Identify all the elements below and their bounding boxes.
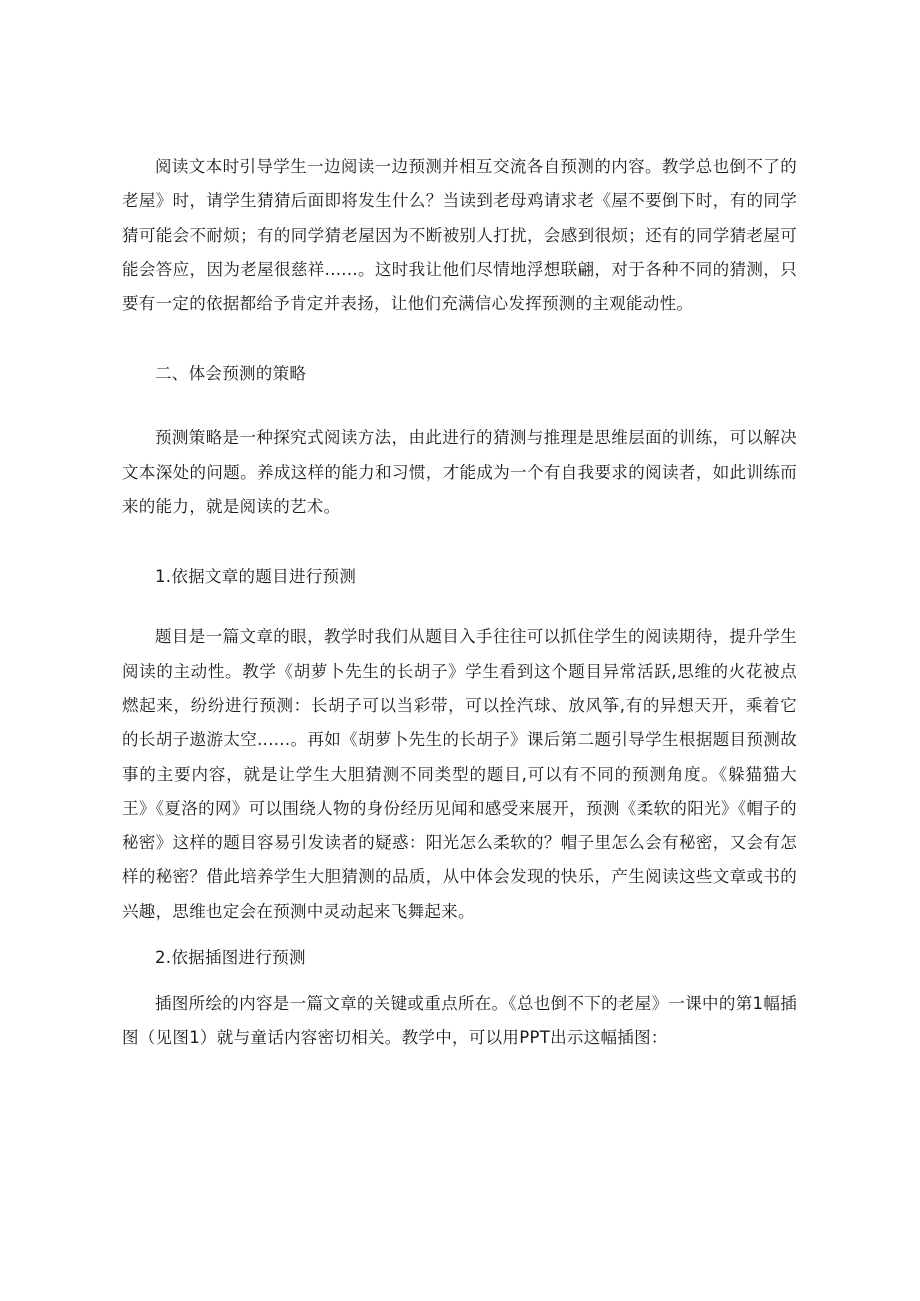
paragraph-title-prediction: 题目是一篇文章的眼，教学时我们从题目入手往往可以抓住学生的阅读期待，提升学生阅读的主动性。教学《胡萝卜先生的长胡子》学生看到这个题目异常活跃,思维的火花被点燃起来，纷纷进行预测：长胡子可以当彩带，可以拴汽球、放风筝,有的异想天开，乘着它的长胡子遨游太空......。再如《胡萝卜先生的长胡子》课后第二题引导学生根据题目预测故事的主要内容，就是让学生大胆猜测不同类型的题目,可以有不同的预测角度。《躲猫猫大王》《夏洛的网》可以围绕人物的身份经历见闻和感受来展开，预测《柔软的阳光》《帽子的秘密》这样的题目容易引发读者的疑惑：阳光怎么柔软的？帽子里怎么会有秘密，又会有怎样的秘密？借此培养学生大胆猜测的品质，从中体会发现的快乐，产生阅读这些文章或书的兴趣，思维也定会在预测中灵动起来飞舞起来。	[122, 627, 797, 921]
subheading-illustration-prediction: 2.依据插图进行预测	[155, 948, 306, 968]
paragraph-illustration-prediction: 插图所绘的内容是一篇文章的关键或重点所在。《总也倒不下的老屋》一课中的第1幅插图（见图1）就与童话内容密切相关。教学中，可以用PPT出示这幅插图：	[122, 994, 797, 1048]
paragraph-reading-prediction: 阅读文本时引导学生一边阅读一边预测并相互交流各自预测的内容。教学总也倒不了的老屋》时，请学生猜猜后面即将发生什么？当读到老母鸡请求老《屋不要倒下时，有的同学猜可能会不耐烦；有的同学猜老屋因为不断被别人打扰，会感到很烦；还有的同学猜老屋可能会答应，因为老屋很慈祥......。这时我让他们尽情地浮想联翩，对于各种不同的猜测，只要有一定的依据都给予肯定并表扬，让他们充满信心发挥预测的主观能动性。	[122, 157, 797, 314]
paragraph-strategy-intro: 预测策略是一种探究式阅读方法，由此进行的猜测与推理是思维层面的训练，可以解决文本深处的问题。养成这样的能力和习惯，才能成为一个有自我要求的阅读者，如此训练而来的能力，就是阅读的艺术。	[122, 428, 797, 517]
subheading-title-prediction: 1.依据文章的题目进行预测	[155, 567, 357, 587]
document-body	[122, 150, 797, 1056]
section-heading-strategy: 二、体会预测的策略	[155, 364, 307, 384]
